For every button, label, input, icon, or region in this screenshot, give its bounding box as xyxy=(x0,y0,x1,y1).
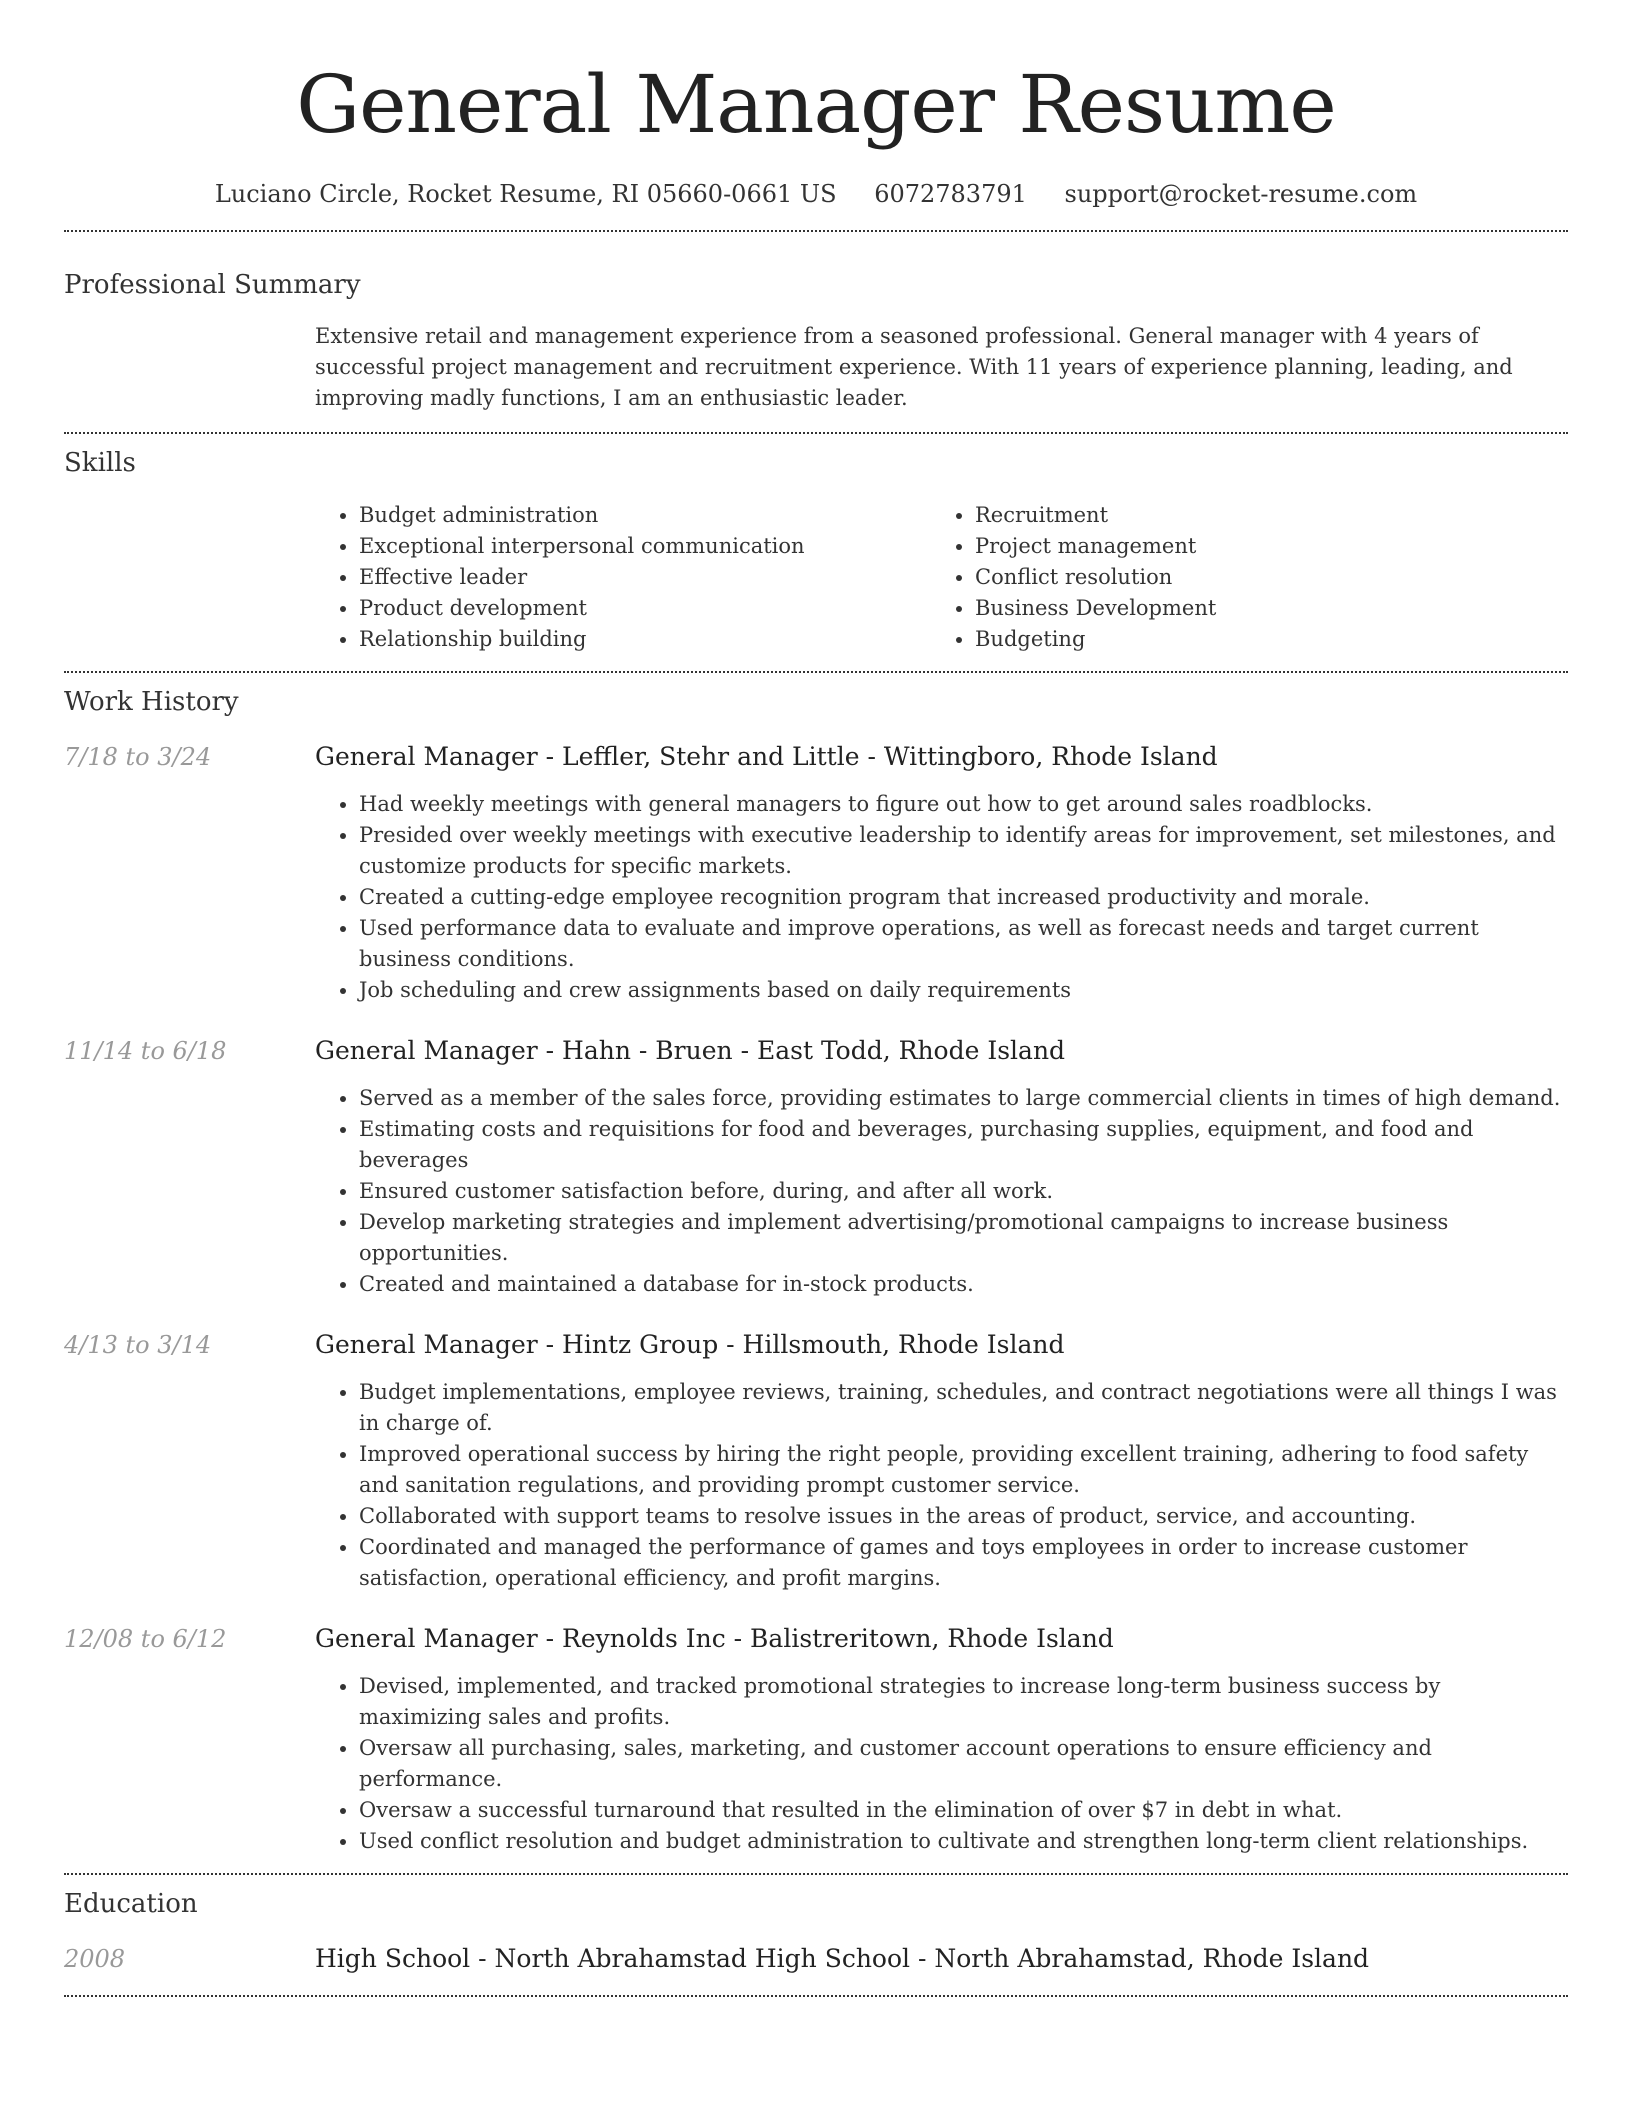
job-bullets xyxy=(315,1083,1568,1300)
divider xyxy=(64,1873,1568,1875)
job-entry xyxy=(64,1623,1568,1857)
job-entry xyxy=(64,1329,1568,1594)
summary-text: Extensive retail and management experience from a seasoned professional. General manager with 4 years of successful project management and recruitment experience. With 11 years of experience planning, leading, and improving madly functions, I am an enthusiastic leader. xyxy=(315,324,1513,410)
contact-info xyxy=(64,178,1568,210)
job-bullet: • Created a cutting-edge employee recognition program that increased productivity and morale. xyxy=(359,882,1568,913)
summary-section xyxy=(64,268,1568,414)
contact-address: Luciano Circle, Rocket Resume, RI 05660-0661 US xyxy=(214,180,837,208)
job-bullet: • Coordinated and managed the performance of games and toys employees in order to increase customer satisfaction, operational efficiency, and profit margins. xyxy=(359,1532,1568,1594)
skills-section xyxy=(64,446,1568,655)
section-title-education: Education xyxy=(64,1889,198,1919)
job-entry xyxy=(64,741,1568,1006)
skill-item: • Effective leader xyxy=(359,562,931,593)
job-bullet: • Collaborated with support teams to resolve issues in the areas of product, service, and accounting. xyxy=(359,1501,1568,1532)
job-date: 11/14 to 6/18 xyxy=(64,1037,227,1065)
skill-item: • Product development xyxy=(359,593,931,624)
job-bullets xyxy=(315,789,1568,1006)
divider xyxy=(64,230,1568,232)
skills-list-right xyxy=(931,500,1216,655)
job-bullet: • Estimating costs and requisitions for food and beverages, purchasing supplies, equipment, and food and beverages xyxy=(359,1114,1568,1176)
job-bullet: • Presided over weekly meetings with executive leadership to identify areas for improvement, set milestones, and customize products for specific markets. xyxy=(359,820,1568,882)
skill-item: • Budgeting xyxy=(975,624,1216,655)
education-date: 2008 xyxy=(64,1945,126,1973)
job-bullet: • Devised, implemented, and tracked promotional strategies to increase long-term business success by maximizing sales and profits. xyxy=(359,1671,1568,1733)
job-date: 12/08 to 6/12 xyxy=(64,1625,227,1653)
job-bullet: • Oversaw all purchasing, sales, marketing, and customer account operations to ensure efficiency and performance. xyxy=(359,1733,1568,1795)
skill-item: • Relationship building xyxy=(359,624,931,655)
job-bullet: • Had weekly meetings with general managers to figure out how to get around sales roadblocks. xyxy=(359,789,1568,820)
education-title: High School - North Abrahamstad High School - North Abrahamstad, Rhode Island xyxy=(315,1944,1370,1973)
job-date: 4/13 to 3/14 xyxy=(64,1331,212,1359)
job-date: 7/18 to 3/24 xyxy=(64,743,212,771)
section-title-work-history: Work History xyxy=(64,687,239,717)
job-bullet: • Created and maintained a database for in-stock products. xyxy=(359,1269,1568,1300)
job-title: General Manager - Leffler, Stehr and Little - Wittingboro, Rhode Island xyxy=(315,742,1218,771)
job-bullets xyxy=(315,1377,1568,1594)
job-bullet: • Job scheduling and crew assignments based on daily requirements xyxy=(359,975,1568,1006)
section-title-summary: Professional Summary xyxy=(64,270,361,300)
work-history-section xyxy=(64,685,1568,1857)
skill-item: • Exceptional interpersonal communication xyxy=(359,531,931,562)
skill-item: • Budget administration xyxy=(359,500,931,531)
job-bullet: • Ensured customer satisfaction before, during, and after all work. xyxy=(359,1176,1568,1207)
job-bullet: • Used conflict resolution and budget administration to cultivate and strengthen long-term client relationships. xyxy=(359,1826,1568,1857)
skill-item: • Business Development xyxy=(975,593,1216,624)
job-bullet: • Develop marketing strategies and implement advertising/promotional campaigns to increase business opportunities. xyxy=(359,1207,1568,1269)
divider xyxy=(64,1995,1568,1997)
section-title-skills: Skills xyxy=(64,448,136,478)
page-title: General Manager Resume xyxy=(296,58,1336,151)
education-entry xyxy=(64,1943,1568,1975)
job-bullet: • Budget implementations, employee reviews, training, schedules, and contract negotiations were all things I was in charge of. xyxy=(359,1377,1568,1439)
skill-item: • Project management xyxy=(975,531,1216,562)
job-bullet: • Oversaw a successful turnaround that resulted in the elimination of over $7 in debt in what. xyxy=(359,1795,1568,1826)
job-title: General Manager - Hahn - Bruen - East Todd, Rhode Island xyxy=(315,1036,1066,1065)
skill-item: • Recruitment xyxy=(975,500,1216,531)
job-bullet: • Served as a member of the sales force, providing estimates to large commercial clients in times of high demand. xyxy=(359,1083,1568,1114)
divider xyxy=(64,432,1568,434)
skills-list-left xyxy=(315,500,931,655)
job-bullets xyxy=(315,1671,1568,1857)
job-bullet: • Used performance data to evaluate and improve operations, as well as forecast needs and target current business conditions. xyxy=(359,913,1568,975)
divider xyxy=(64,671,1568,673)
job-entry xyxy=(64,1035,1568,1300)
skill-item: • Conflict resolution xyxy=(975,562,1216,593)
contact-email: support@rocket-resume.com xyxy=(1064,180,1418,208)
job-title: General Manager - Reynolds Inc - Balistreritown, Rhode Island xyxy=(315,1624,1114,1653)
job-title: General Manager - Hintz Group - Hillsmouth, Rhode Island xyxy=(315,1330,1065,1359)
contact-phone: 6072783791 xyxy=(874,180,1027,208)
education-section xyxy=(64,1887,1568,1975)
job-bullet: • Improved operational success by hiring the right people, providing excellent training, adhering to food safety and sanitation regulations, and providing prompt customer service. xyxy=(359,1439,1568,1501)
